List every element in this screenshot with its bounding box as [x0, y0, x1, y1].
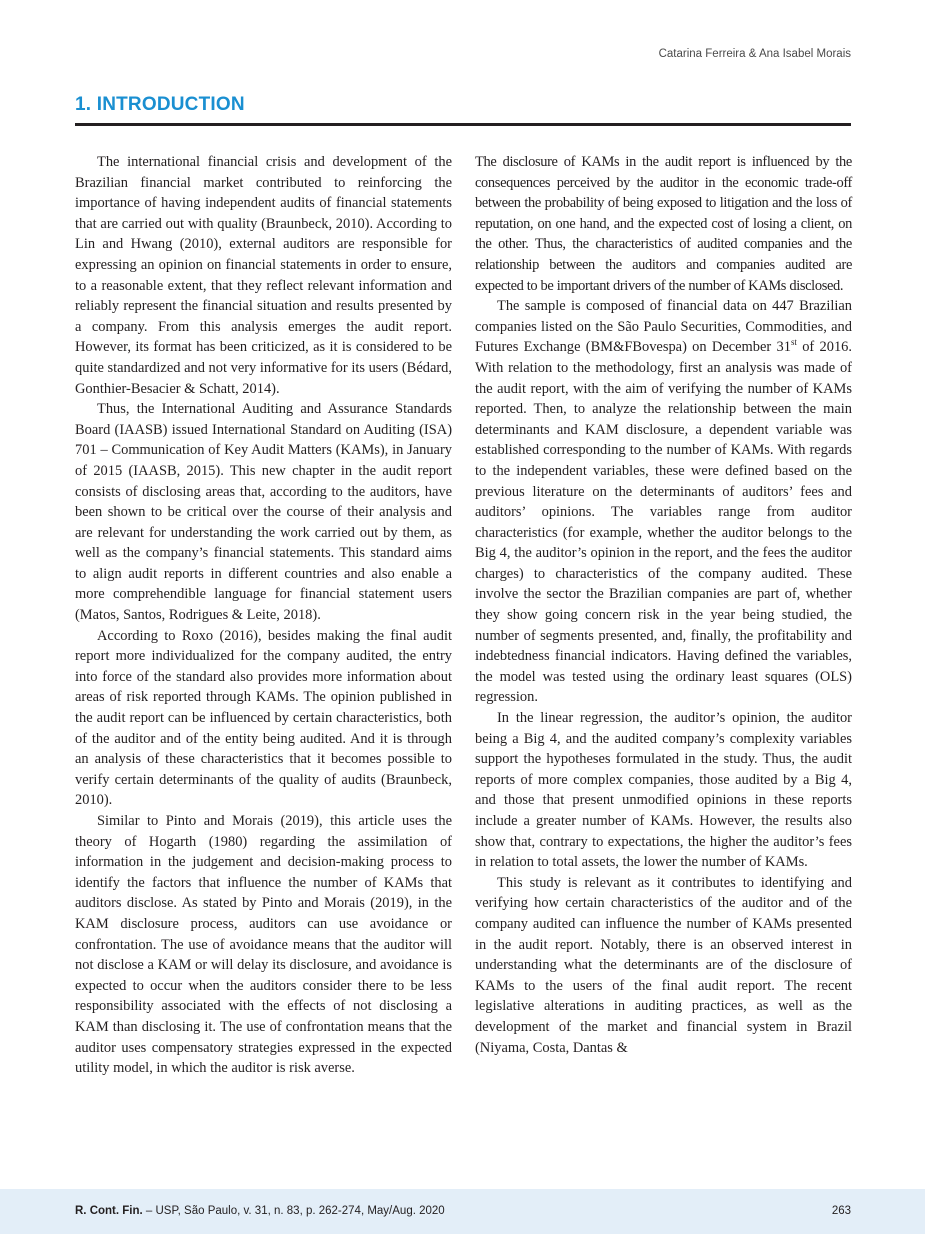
paragraph-left-1: The international financial crisis and development of the Brazilian financial market contributed to reinforcing the importance of having independent audits of financial statements that are carried out with quality (Braunbeck, 2010). According to Lin and Hwang (2010), external auditors are responsible for expressing an opinion on financial statements in order to ensure, to a reasonable extent, that they reflect relevant information and reliably represent the financial situation and results presented by a company. From this analysis emerges the audit report. However, its format has been criticized, as it is considered to be quite standardized and not very informative for its users (Bédard, Gonthier-Besacier & Schatt, 2014). — [75, 154, 452, 397]
paragraph-left-4: Similar to Pinto and Morais (2019), this article uses the theory of Hogarth (1980) regarding the assimilation of information in the judgement and decision-making process to identify the factors that influence the number of KAMs that auditors disclose. As stated by Pinto and Morais (2019), in the KAM disclosure process, auditors can use avoidance or confrontation. The use of avoidance means that the auditor will not disclose a KAM or will delay its disclosure, and avoidance is expected to occur when the auditors consider there to be less responsibility associated with the effects of not disclosing a KAM than disclosing it. The use of confrontation means that the auditor uses compensatory strategies expressed in the expected utility model, in which the auditor is risk averse. — [75, 813, 452, 1077]
section-heading: 1. INTRODUCTION — [75, 94, 245, 115]
footer-citation — [75, 1205, 445, 1217]
paragraph-right-2-text-start: The sample is composed of financial data on 447 Brazilian companies listed on the São Paulo Securities, Commodities, and Futures Exchange (BM&FBovespa) on December 31 — [475, 298, 852, 356]
paragraph-right-4: This study is relevant as it contributes to identifying and verifying how certain characteristics of the auditor and of the company audited can influence the number of KAMs presented in the audit report. Notably, there is an observed interest in understanding what the determinants are of the disclosure of KAMs to the users of the final audit report. The recent legislative alterations in auditing practices, as well as the development of the market and financial system in Brazil (Niyama, Costa, Dantas & — [475, 874, 852, 1056]
running-header-authors: Catarina Ferreira & Ana Isabel Morais — [658, 48, 851, 60]
footer-citation-details: – USP, São Paulo, v. 31, n. 83, p. 262-274, May/Aug. 2020 — [142, 1205, 445, 1217]
paragraph-left-2: Thus, the International Auditing and Assurance Standards Board (IAASB) issued International Standard on Auditing (ISA) 701 – Communication of Key Audit Matters (KAMs), in January of 2015 (IAASB, 2015). This new chapter in the audit report consists of disclosing areas that, according to the auditors, have been shown to be critical over the course of their analysis and are relevant for understanding the work carried out by them, as well as the company’s financial statements. This standard aims to align audit reports in different countries and also enable a more comprehendible language for financial statement users (Matos, Santos, Rodrigues & Leite, 2018). — [75, 401, 452, 624]
paragraph-right-1: The disclosure of KAMs in the audit report is influenced by the consequences perceived by the auditor in the economic trade-off between the probability of being exposed to litigation and the loss of reputation, on one hand, and the expected cost of losing a client, on the other. Thus, the characteristics of audited companies and the relationship between the auditors and companies audited are expected to be important drivers of the number of KAMs disclosed. — [475, 154, 852, 294]
paragraph-left-3: According to Roxo (2016), besides making the final audit report more individualized for the company audited, the entry into force of the standard also provides more information about areas of risk reported through KAMs. The opinion published in the audit report can be influenced by certain characteristics, both of the auditor and of the entity being audited. And it is through an analysis of these characteristics that it becomes possible to verify certain determinants of the quality of audits (Braunbeck, 2010). — [75, 627, 452, 809]
heading-rule — [75, 123, 851, 126]
ordinal-superscript: st — [790, 337, 797, 348]
paragraph-right-3: In the linear regression, the auditor’s opinion, the auditor being a Big 4, and the audited company’s complexity variables support the hypotheses formulated in the study. Thus, the audit reports of more complex companies, those audited by a Big 4, and those that present unmodified opinions in these reports include a greater number of KAMs. However, the results also show that, contrary to expectations, the higher the auditor’s fees in relation to total assets, the lower the number of KAMs. — [475, 710, 852, 871]
paragraph-right-2-text-end: of 2016. With relation to the methodology, first an analysis was made of the audit report, with the aim of verifying the number of KAMs reported. Then, to analyze the relationship between the main determinants and KAM disclosure, a dependent variable was established corresponding to the number of KAMs. With regards to the independent variables, these were defined based on the previous literature on the determinants of auditors’ fees and auditors’ opinions. The variables range from auditor characteristics (for example, whether the auditor belongs to the Big 4, the auditor’s opinion in the report, and the fees the auditor charges) to characteristics of the company audited. These involve the sector the Brazilian companies are part of, whether they show going concern risk in the year being studied, the number of segments presented, and, finally, the profitability and indebtedness financial indicators. Having defined the variables, the model was tested using the ordinary least squares (OLS) regression. — [475, 339, 852, 706]
page-number: 263 — [831, 1205, 851, 1217]
right-column — [475, 152, 852, 1058]
left-column — [75, 152, 452, 1079]
footer-band — [0, 1189, 925, 1234]
footer-journal-name: R. Cont. Fin. — [75, 1205, 143, 1217]
paragraph-right-2 — [475, 296, 852, 708]
